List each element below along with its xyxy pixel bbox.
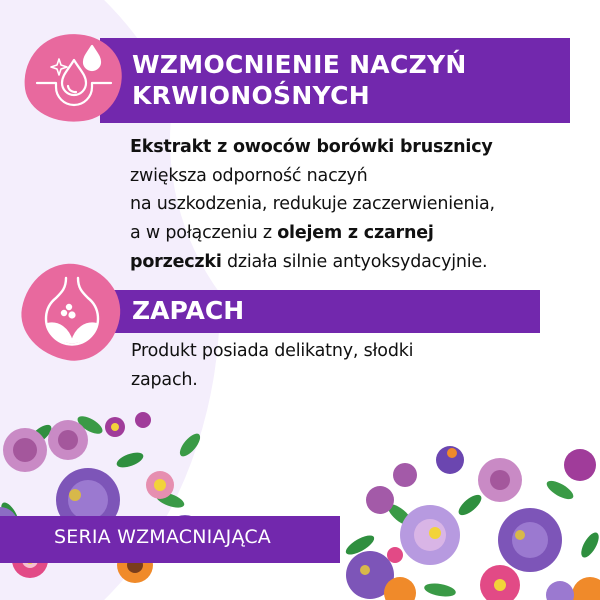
section-header-vessels [100,38,570,123]
droplet-skin-icon [32,40,116,116]
flask-leaf-icon [36,270,108,354]
section-body-scent [131,337,571,394]
flower-icon [0,412,600,600]
body-text: a w połączeniu z [130,223,278,244]
body-line: Ekstrakt z owoców borówki brusznicy [130,137,493,157]
section-title-line2: KRWIONOŚNYCH [132,81,370,110]
body-line: na uszkodzenia, redukuje zaczerwienienia, [130,194,495,215]
floral-decoration [0,405,600,600]
body-line: Produkt posiada delikatny, słodki [131,341,414,361]
section-body-vessels [130,133,590,277]
section-header-scent [112,290,540,333]
body-bold-text: olejem z czarnej [277,223,434,244]
body-line [130,219,590,248]
body-line [130,248,590,277]
body-text: działa silnie antyoksydacyjnie. [221,251,488,272]
body-line: zapach. [131,369,198,390]
section-title: ZAPACH [132,296,245,325]
series-label: SERIA WZMACNIAJĄCA [54,526,271,548]
body-bold-text: porzeczki [130,251,222,272]
series-banner [0,516,340,563]
section-title-line1: WZMOCNIENIE NACZYŃ [132,50,467,79]
body-line: zwiększa odporność naczyń [130,165,368,186]
